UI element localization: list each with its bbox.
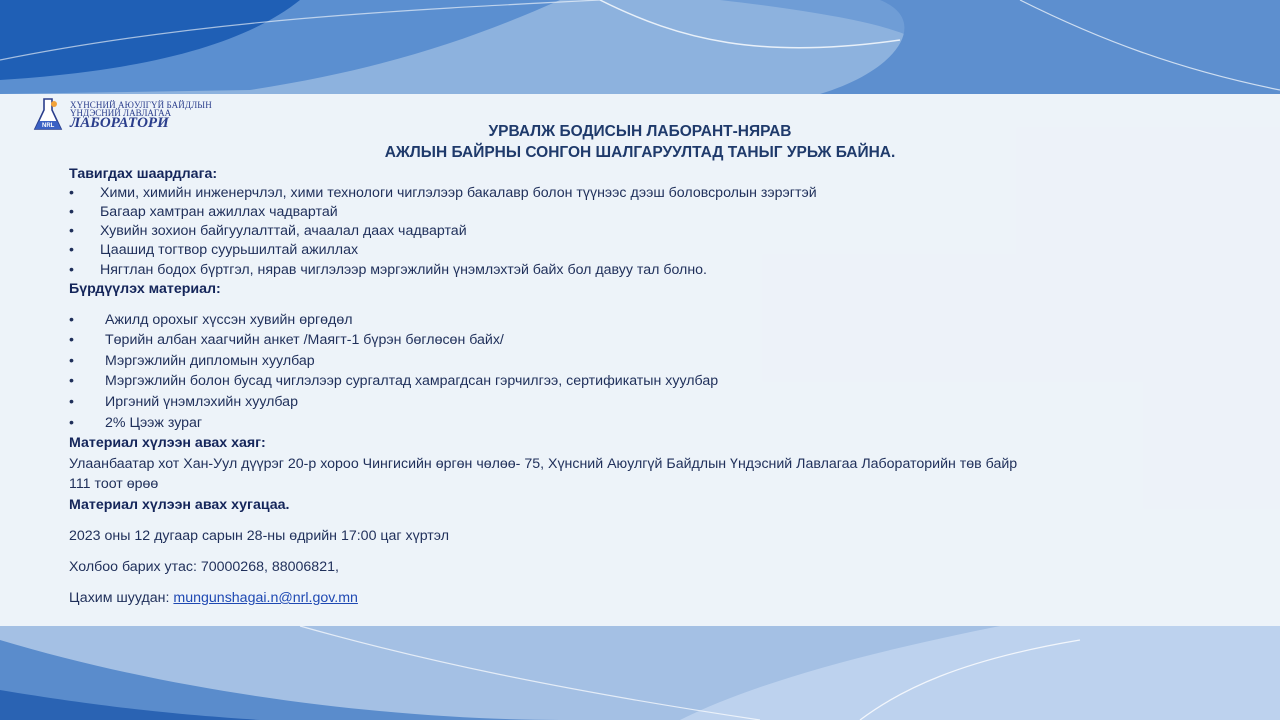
requirement-text: Хими, химийн инженерчлэл, хими технологи чиглэлээр бакалавр болон түүнээс дээш боловсролын зэрэгтэй [100,185,817,201]
bullet: • [69,312,74,328]
material-text: Төрийн албан хаагчийн анкет /Маягт-1 бүрэн бөглөсөн байх/ [105,332,504,348]
logo-line-1: ХҮНСНИЙ АЮУЛГҮЙ БАЙДЛЫН [70,100,212,110]
deadline-heading: Материал хүлээн авах хугацаа. [69,497,290,513]
lab-logo [30,96,212,136]
materials-heading: Бүрдүүлэх материал: [69,281,221,297]
bullet: • [69,332,74,348]
bullet: • [69,185,74,201]
logo-line-3: ЛАБОРАТОРИ [70,115,169,131]
page-title-line-2: АЖЛЫН БАЙРНЫ СОНГОН ШАЛГАРУУЛТАД ТАНЫГ УРЬЖ БАЙНА. [384,144,896,161]
material-text: 2% Цээж зураг [105,415,203,431]
requirement-text: Цаашид тогтвор суурьшилтай ажиллах [100,242,359,258]
contact-email-row [69,590,358,606]
contact-phone: Холбоо барих утас: 70000268, 88006821, [69,559,339,575]
material-text: Мэргэжлийн болон бусад чиглэлээр сургалтад хамрагдсан гэрчилгээ, сертификатын хуулбар [105,373,719,389]
bullet: • [69,204,74,220]
material-text: Иргэний үнэмлэхийн хуулбар [105,394,298,410]
bullet: • [69,223,74,239]
svg-text:NRL: NRL [42,123,55,129]
material-text: Ажилд орохыг хүссэн хувийн өргөдөл [105,312,353,328]
bullet: • [69,373,74,389]
page-title-line-1: УРВАЛЖ БОДИСЫН ЛАБОРАНТ-НЯРАВ [488,123,792,140]
flask-logo-icon [30,96,66,134]
email-label: Цахим шуудан: [69,590,170,606]
email-link[interactable]: mungunshagai.n@nrl.gov.mn [173,590,358,606]
bullet: • [69,394,74,410]
bullet: • [69,262,74,278]
bullet: • [69,415,74,431]
material-text: Мэргэжлийн дипломын хуулбар [105,353,315,369]
bullet: • [69,242,74,258]
requirement-text: Нягтлан бодох бүртгэл, нярав чиглэлээр мэргэжлийн үнэмлэхтэй байх бол давуу тал болно. [100,262,708,278]
logo-line-2: ҮНДЭСНИЙ ЛАВЛАГАА [70,108,172,118]
requirement-text: Багаар хамтран ажиллах чадвартай [100,204,338,220]
deadline-text: 2023 оны 12 дугаар сарын 28-ны өдрийн 17:00 цаг хүртэл [69,528,449,544]
address-heading: Материал хүлээн авах хаяг: [69,435,266,451]
requirement-text: Хувийн зохион байгуулалттай, ачаалал даах чадвартай [100,223,467,239]
requirements-heading: Тавигдах шаардлага: [69,166,218,182]
address-line-2: 111 тоот өрөө [69,476,159,492]
address-line-1: Улаанбаатар хот Хан-Уул дүүрэг 20-р хороо Чингисийн өргөн чөлөө- 75, Хүнсний Аюулгүй Байдлын Үндэсний Лавлагаа Лабораторийн төв байр [69,456,1018,472]
bullet: • [69,353,74,369]
